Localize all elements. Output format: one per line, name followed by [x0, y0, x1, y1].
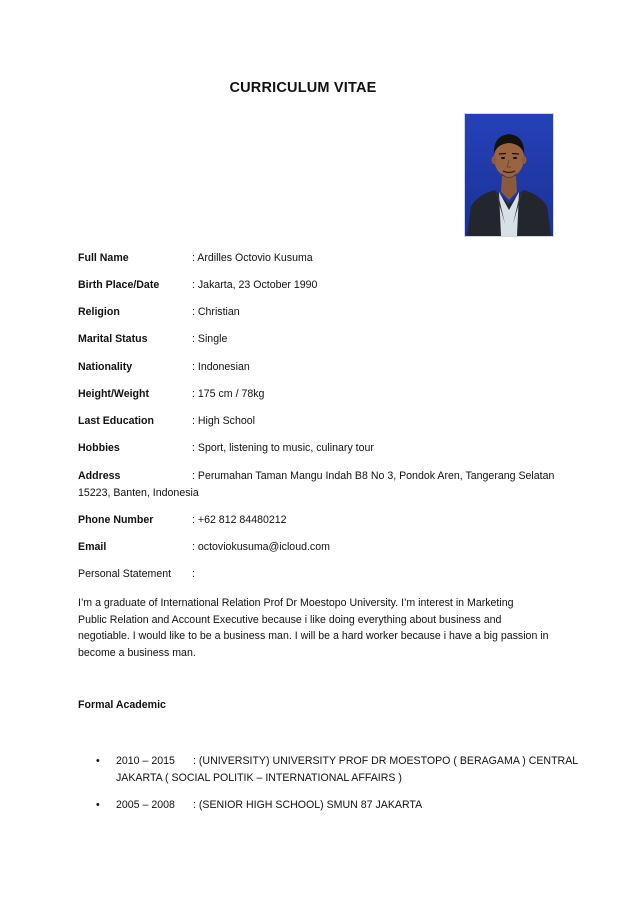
field-label: Religion	[78, 306, 120, 318]
field-value: : 175 cm / 78kg	[192, 388, 265, 400]
bullet-icon: •	[96, 755, 100, 767]
personal-statement-text	[78, 595, 568, 661]
field-label: Marital Status	[78, 333, 148, 345]
education-years: 2010 – 2015	[116, 755, 175, 767]
field-label: Full Name	[78, 252, 129, 264]
field-label: Last Education	[78, 415, 154, 427]
field-label: Email	[78, 541, 107, 553]
field-value: : High School	[192, 415, 256, 427]
statement-line: become a business man.	[78, 646, 196, 659]
field-value: : Perumahan Taman Mangu Indah B8 No 3, Pondok Aren, Tangerang Selatan	[192, 470, 555, 482]
statement-line: Public Relation and Account Executive because i like doing everything about business and	[78, 613, 502, 626]
field-value: : Single	[192, 333, 228, 345]
field-label: Hobbies	[78, 442, 120, 454]
education-years: 2005 – 2008	[116, 799, 175, 811]
field-value: :	[192, 568, 195, 580]
field-value: : Ardilles Octovio Kusuma	[192, 252, 313, 264]
field-label: Nationality	[78, 361, 133, 373]
formal-academic-heading: Formal Academic	[78, 699, 166, 711]
document-title: CURRICULUM VITAE	[229, 80, 377, 96]
education-description-continued: JAKARTA ( SOCIAL POLITIK – INTERNATIONAL AFFAIRS )	[116, 771, 402, 784]
field-label: Height/Weight	[78, 388, 150, 400]
field-value: : Indonesian	[192, 361, 250, 373]
field-value: : Jakarta, 23 October 1990	[192, 279, 318, 291]
field-value: : Christian	[192, 306, 240, 318]
bullet-icon: •	[96, 799, 100, 811]
field-value: : +62 812 84480212	[192, 514, 287, 526]
statement-line: I’m a graduate of International Relation Prof Dr Moestopo University. I’m interest in Marketing	[78, 597, 514, 609]
field-label: Birth Place/Date	[78, 279, 160, 291]
statement-line: negotiable. I would like to be a business man. I will be a hard worker because i have a big passion in	[78, 630, 549, 643]
field-value: : Sport, listening to music, culinary tour	[192, 442, 374, 454]
education-description: : (SENIOR HIGH SCHOOL) SMUN 87 JAKARTA	[193, 799, 423, 811]
field-label: Address	[78, 470, 121, 482]
field-value: : octoviokusuma@icloud.com	[192, 541, 330, 553]
field-label: Phone Number	[78, 514, 154, 526]
field-value-continued: 15223, Banten, Indonesia	[78, 486, 199, 499]
education-description: : (UNIVERSITY) UNIVERSITY PROF DR MOESTOPO ( BERAGAMA ) CENTRAL	[193, 755, 579, 767]
person-portrait-icon	[465, 114, 553, 236]
field-label: Personal Statement	[78, 568, 172, 580]
profile-photo	[464, 113, 554, 237]
